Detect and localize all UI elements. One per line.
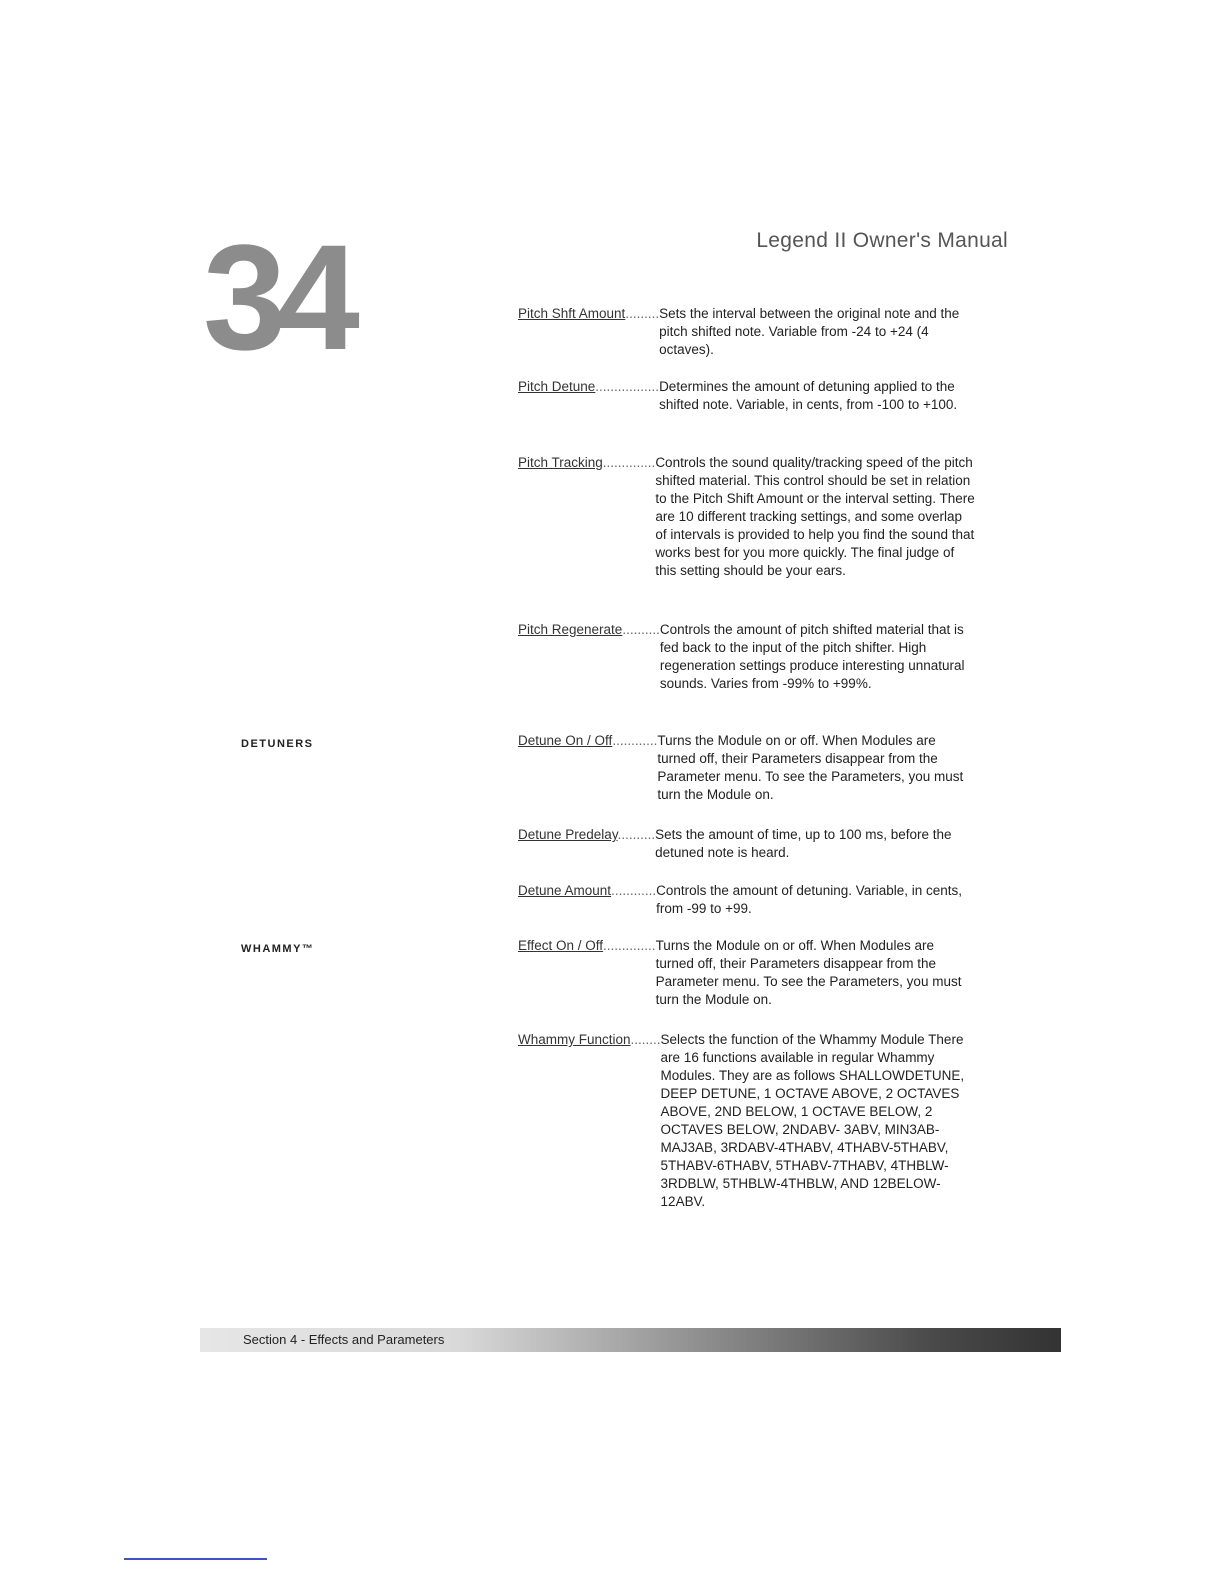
param-detune-amount: [518, 882, 1018, 918]
section-label-whammy: WHAMMY™: [241, 943, 315, 955]
param-name: Pitch Tracking: [518, 455, 603, 470]
param-description: Controls the amount of pitch shifted material that is fed back to the input of the pitch shifter. High regeneration settings produce interesting unnatural sounds. Varies from -99% to +99%.: [659, 622, 965, 691]
dot-leader: ............: [612, 733, 658, 748]
param-pitch-regenerate: [518, 621, 1018, 693]
param-effect-on-off: [518, 937, 1018, 1009]
param-whammy-function: [518, 1031, 1018, 1211]
dot-leader: ............: [611, 883, 657, 898]
param-name: Pitch Detune: [518, 379, 596, 394]
param-name: Detune On / Off: [518, 733, 613, 748]
bottom-rule: [124, 1558, 267, 1560]
param-pitch-tracking: [518, 454, 1018, 580]
param-description: Selects the function of the Whammy Module There are 16 functions available in regular Whammy Modules. They are as follows SHALLOWDETUNE, DEEP DETUNE, 1 OCTAVE ABOVE, 2 OCTAVES ABOVE, 2ND BELOW, 1 OCTAVE BELOW, 2 OCTAVES BELOW, 2NDABV- 3ABV, MIN3AB-MAJ3AB, 3RDABV-4THABV, 4THABV-5THABV, 5THABV-6THABV, 5THABV-7THABV, 4THBLW-3RDBLW, 5THBLW-4THBLW, AND 12BELOW-12ABV.: [660, 1032, 965, 1209]
dot-leader: ..........: [617, 827, 656, 842]
param-description: Controls the sound quality/tracking speed of the pitch shifted material. This control should be set in relation to the Pitch Shift Amount or the interval setting. There are 10 different tracking settings, and some overlap of intervals is provided to help you find the sound that works best for you more quickly. The final judge of this setting should be your ears.: [655, 455, 975, 578]
dot-leader: .........: [625, 306, 660, 321]
param-name: Whammy Function: [518, 1032, 631, 1047]
param-description: Sets the amount of time, up to 100 ms, before the detuned note is heard.: [655, 827, 952, 860]
param-description: Controls the amount of detuning. Variable, in cents, from -99 to +99.: [656, 883, 963, 916]
param-description: Turns the Module on or off. When Modules are turned off, their Parameters disappear from the Parameter menu. To see the Parameters, you must turn the Module on.: [655, 938, 962, 1007]
dot-leader: .................: [595, 379, 660, 394]
param-pitch-shift-amount: [518, 305, 1018, 359]
param-description: Determines the amount of detuning applied to the shifted note. Variable, in cents, from -100 to +100.: [659, 379, 958, 412]
param-description: Sets the interval between the original note and the pitch shifted note. Variable from -24 to +24 (4 octaves).: [659, 306, 960, 357]
section-label-detuners: DETUNERS: [241, 738, 314, 750]
dot-leader: ..............: [602, 455, 656, 470]
param-name: Pitch Regenerate: [518, 622, 623, 637]
param-name: Effect On / Off: [518, 938, 604, 953]
param-name: Detune Predelay: [518, 827, 618, 842]
param-detune-on-off: [518, 732, 1018, 804]
param-name: Detune Amount: [518, 883, 612, 898]
param-pitch-detune: [518, 378, 1018, 414]
param-description: Turns the Module on or off. When Modules are turned off, their Parameters disappear from the Parameter menu. To see the Parameters, you must turn the Module on.: [657, 733, 964, 802]
dot-leader: ..........: [622, 622, 660, 637]
page-number: 34: [203, 213, 350, 381]
param-name: Pitch Shft Amount: [518, 306, 626, 321]
dot-leader: ..............: [603, 938, 656, 953]
footer-bar: [200, 1328, 1061, 1352]
param-detune-predelay: [518, 826, 1018, 862]
dot-leader: ........: [630, 1032, 661, 1047]
footer-section-text: Section 4 - Effects and Parameters: [243, 1332, 445, 1347]
manual-title: Legend II Owner's Manual: [756, 229, 1008, 252]
